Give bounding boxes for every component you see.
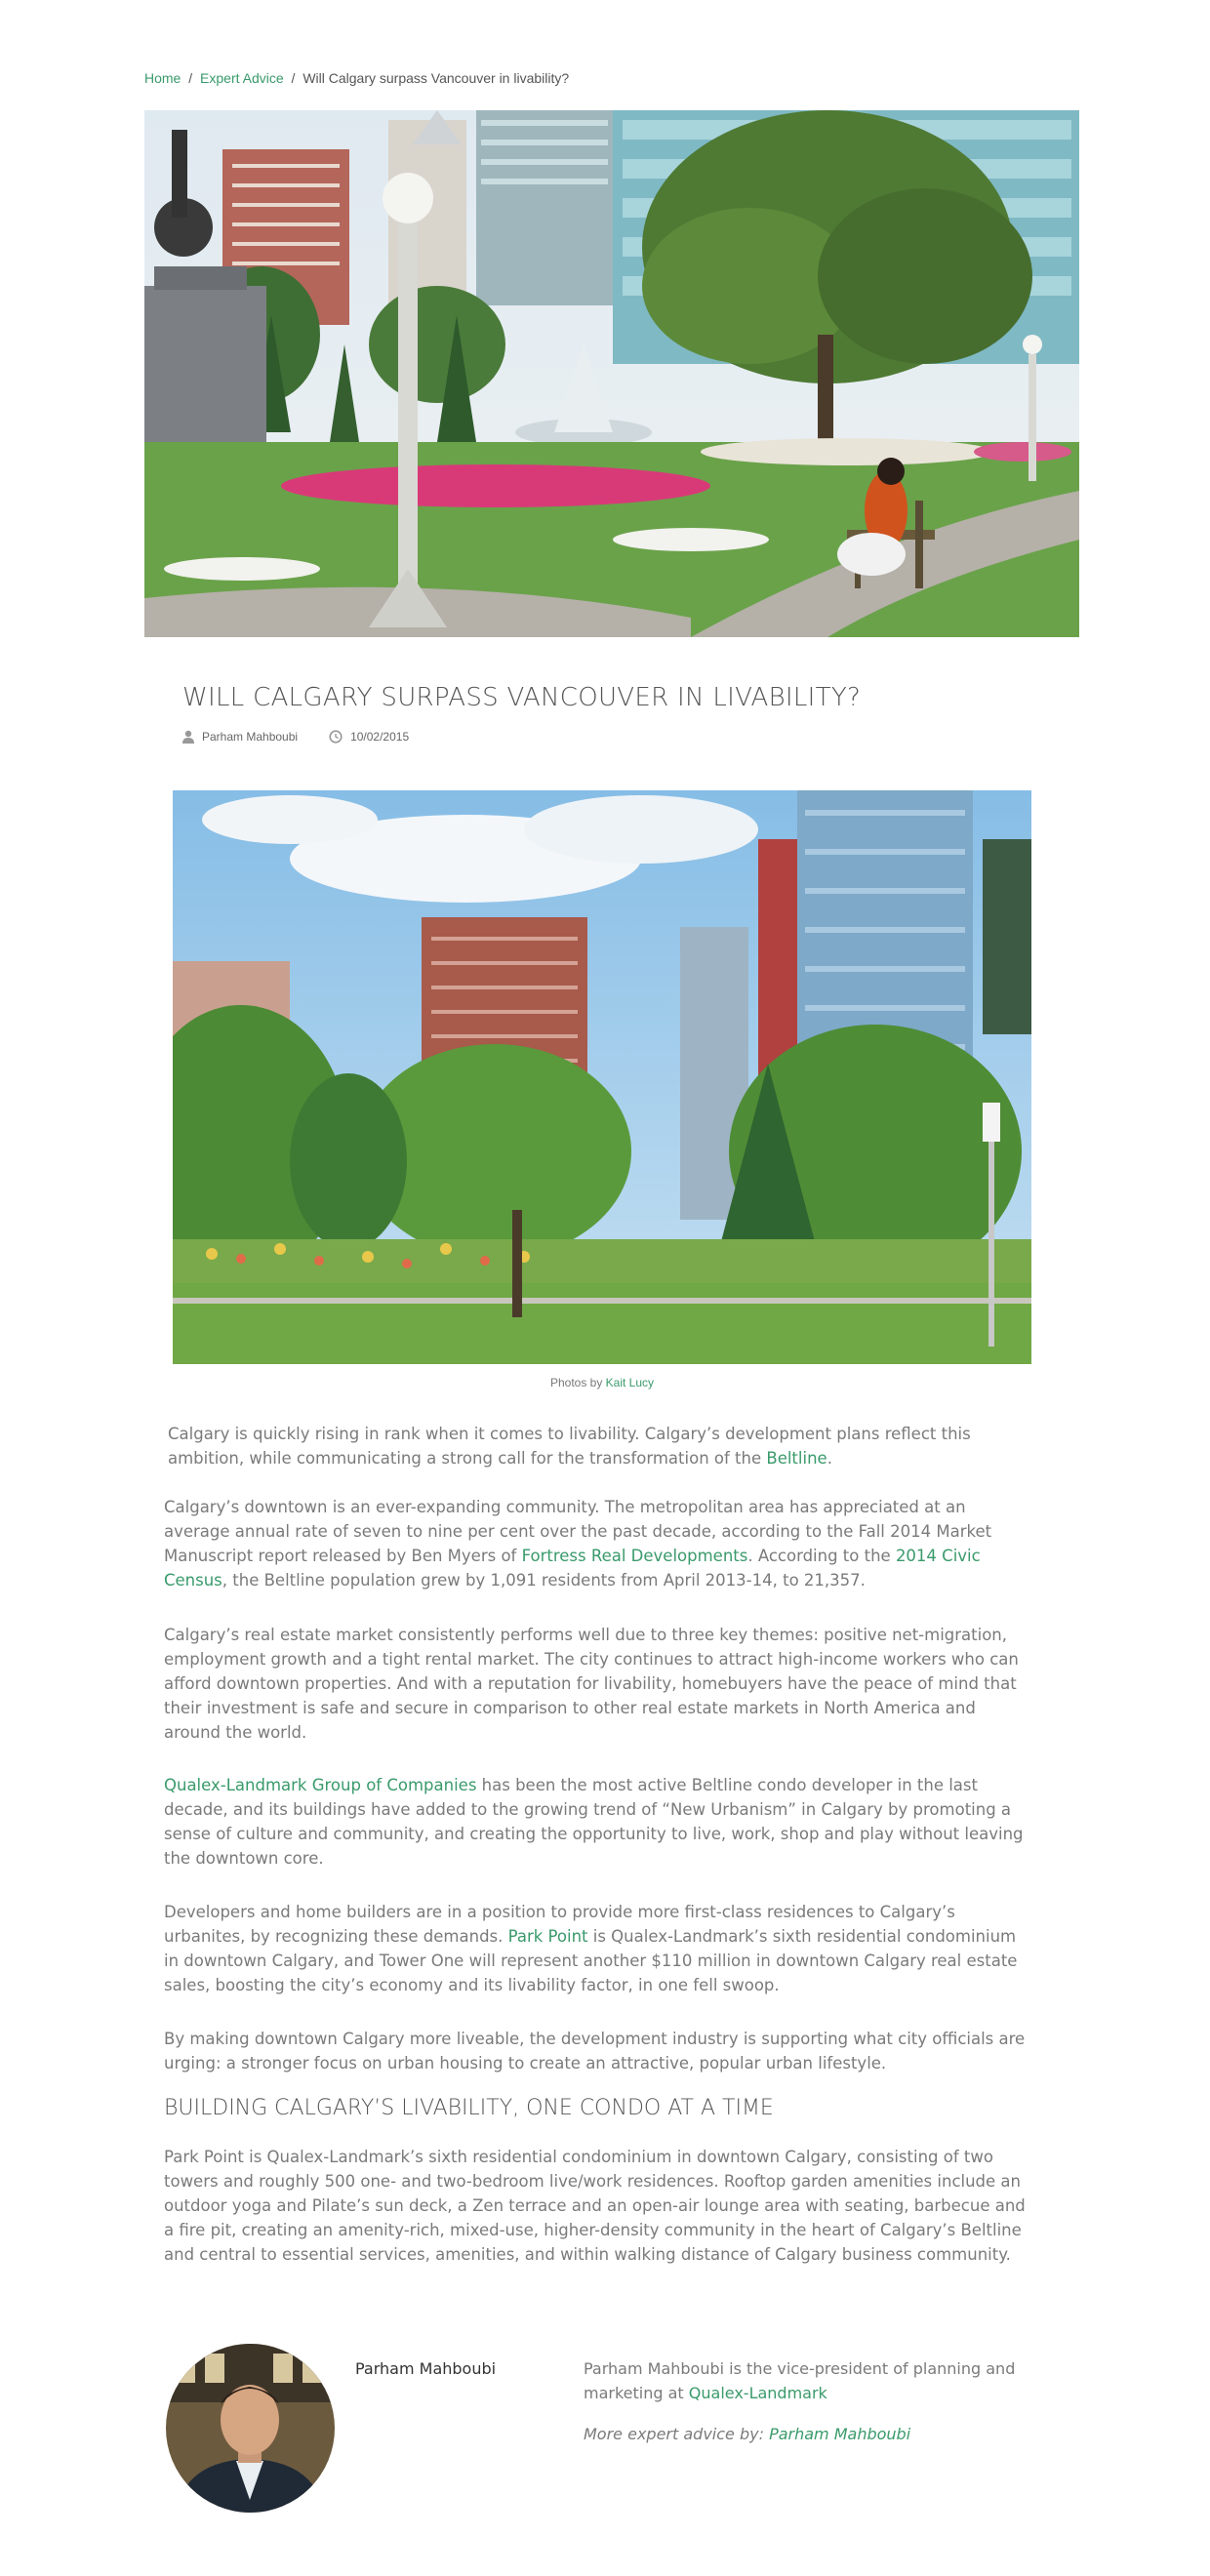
photo-caption xyxy=(173,1376,1031,1389)
beltline-link[interactable]: Beltline xyxy=(766,1449,827,1468)
breadcrumb-separator: / xyxy=(291,70,296,86)
person-icon xyxy=(182,730,194,744)
breadcrumb-current: Will Calgary surpass Vancouver in livability? xyxy=(302,70,570,86)
author-archive-link[interactable]: Parham Mahboubi xyxy=(769,2425,911,2443)
paragraph-text: Calgary’s downtown is an ever-expanding community. The metropolitan area has appreciated at an average annual rate of seven to nine per cent over the past decade, according to the Fall 2014 Market Manuscript report released by Ben Myers of xyxy=(164,1498,992,1565)
paragraph-text: Developers and home builders are in a position to provide more first-class residences to Calgary’s urbanites, by recognizing these demands. xyxy=(164,1903,955,1946)
photo-credit-link[interactable]: Kait Lucy xyxy=(605,1376,655,1389)
more-expert-advice xyxy=(584,2425,910,2443)
park-point-link[interactable]: Park Point xyxy=(507,1927,588,1946)
photo-caption-prefix: Photos by xyxy=(549,1376,606,1389)
section-heading: BUILDING CALGARY’S LIVABILITY, ONE CONDO AT A TIME xyxy=(164,2096,774,2120)
article-meta xyxy=(182,730,440,744)
paragraph-text: , the Beltline population grew by 1,091 residents from April 2013-14, to 21,357. xyxy=(222,1571,866,1590)
paragraph-text: Calgary is quickly rising in rank when it comes to livability. Calgary’s development plans reflect this ambition, while communicating a strong call for the transformation of the xyxy=(168,1425,971,1468)
paragraph-text: . xyxy=(827,1449,832,1468)
beltline-park-illustration xyxy=(173,790,1031,1364)
paragraph-developers xyxy=(164,1900,1028,1997)
fortress-link[interactable]: Fortress Real Developments xyxy=(521,1547,748,1565)
qualex-landmark-link[interactable]: Qualex-Landmark xyxy=(688,2384,827,2402)
paragraph-text: has been the most active Beltline condo developer in the last decade, and its buildings have added to the growing trend of “New Urbanism” in Calgary by promoting a sense of culture and community, and creating the opportunity to live, work, shop and play without leaving the downtown core. xyxy=(164,1776,1024,1868)
author-bio xyxy=(584,2356,1032,2405)
qualex-group-link[interactable]: Qualex-Landmark Group of Companies xyxy=(164,1776,477,1794)
date-meta xyxy=(329,730,409,744)
author-portrait xyxy=(166,2344,335,2513)
paragraph-park-point: Park Point is Qualex-Landmark’s sixth residential condominium in downtown Calgary, consisting of two towers and roughly 500 one- and two-bedroom live/work residences. Rooftop garden amenities include an outdoor yoga and Pilate’s sun deck, a Zen terrace and an open-air lounge area with seating, barbecue and a fire pit, creating an amenity-rich, mixed-use, higher-density community in the heart of Calgary’s Beltline and central to essential services, amenities, and within walking distance of Calgary business community. xyxy=(164,2148,1026,2264)
paragraph-liveable: By making downtown Calgary more liveable, the development industry is supporting what city officials are urging: a stronger focus on urban housing to create an attractive, popular urban lifestyle. xyxy=(164,2030,1026,2073)
paragraph-text: is Qualex-Landmark’s sixth residential condominium in downtown Calgary, and Tower One will represent another $110 million in downtown Calgary real estate sales, boosting the city’s economy and its livability factor, in one fell swoop. xyxy=(164,1927,1018,1994)
article-date: 10/02/2015 xyxy=(350,730,410,744)
paragraph-text: . According to the xyxy=(747,1547,896,1565)
hero-park-illustration xyxy=(144,110,1079,637)
breadcrumb xyxy=(144,70,569,86)
author-name: Parham Mahboubi xyxy=(355,2359,497,2378)
civic-census-link[interactable]: 2014 Civic Census xyxy=(164,1547,981,1590)
paragraph-market: Calgary’s real estate market consistently performs well due to three key themes: positive net-migration, employment growth and a tight rental market. The city continues to attract high-income workers who can afford downtown properties. And with a reputation for livability, homebuyers have the peace of mind that their investment is safe and secure in comparison to other real estate markets in North America and around the world. xyxy=(164,1626,1019,1742)
breadcrumb-expert-advice-link[interactable]: Expert Advice xyxy=(200,70,284,86)
author-avatar xyxy=(166,2344,335,2513)
hero-image xyxy=(144,110,1079,637)
author-bio-text: Parham Mahboubi is the vice-president of planning and marketing at xyxy=(584,2359,1016,2402)
author-meta xyxy=(182,730,298,744)
paragraph-intro xyxy=(168,1422,1027,1470)
article-author: Parham Mahboubi xyxy=(202,730,299,744)
clock-icon xyxy=(329,730,343,744)
breadcrumb-separator: / xyxy=(188,70,193,86)
more-advice-label: More expert advice by: xyxy=(584,2425,770,2443)
paragraph-downtown xyxy=(164,1495,1028,1592)
article-title: WILL CALGARY SURPASS VANCOUVER IN LIVABILITY? xyxy=(182,683,862,712)
paragraph-qualex xyxy=(164,1773,1028,1871)
article-photo xyxy=(173,790,1031,1364)
breadcrumb-home-link[interactable]: Home xyxy=(144,70,182,86)
